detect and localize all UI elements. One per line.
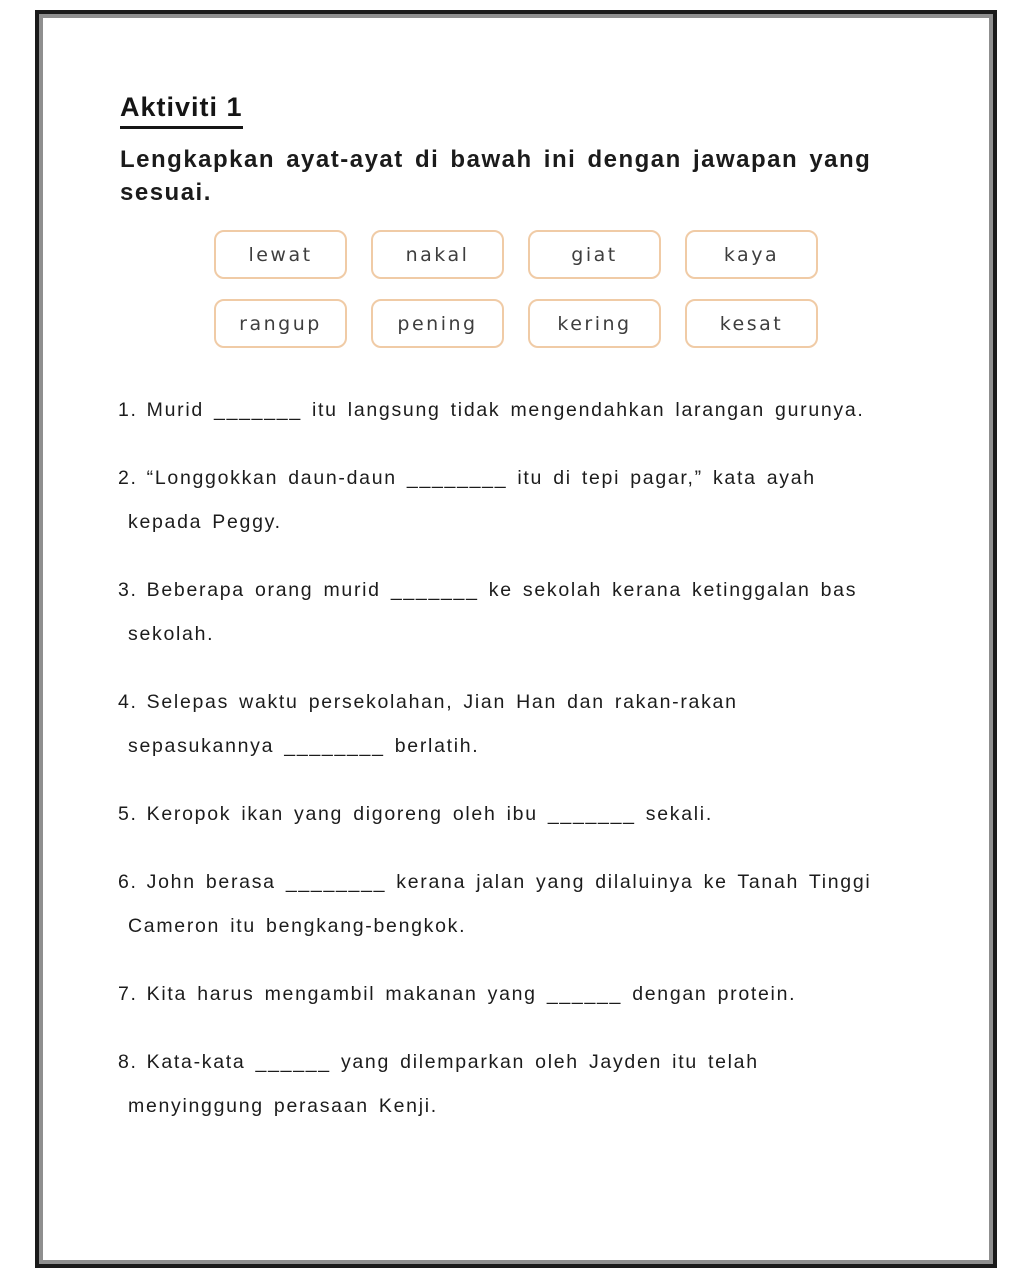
question-list xyxy=(118,388,871,1152)
word-chip-lewat: lewat xyxy=(214,230,347,279)
question-number: 3. xyxy=(118,579,138,601)
question-number: 8. xyxy=(118,1051,138,1073)
question-item-7 xyxy=(118,972,871,1016)
question-line xyxy=(118,972,871,1016)
question-line xyxy=(118,680,871,724)
question-item-3 xyxy=(118,568,871,656)
question-number: 6. xyxy=(118,871,138,893)
worksheet-title: Aktiviti 1 xyxy=(120,92,243,129)
question-text: John berasa ________ kerana jalan yang dilaluinya ke Tanah Tinggi xyxy=(146,871,872,893)
question-line: menyinggung perasaan Kenji. xyxy=(128,1095,438,1117)
instruction-text xyxy=(120,143,871,209)
question-number: 5. xyxy=(118,803,138,825)
question-line: sekolah. xyxy=(128,623,215,645)
word-chip-rangup: rangup xyxy=(214,299,347,348)
question-line xyxy=(118,568,871,612)
question-text: Murid _______ itu langsung tidak mengendahkan larangan gurunya. xyxy=(146,399,865,421)
instruction-line-2: sesuai. xyxy=(120,179,212,206)
page-frame xyxy=(35,10,997,1268)
question-item-4 xyxy=(118,680,871,768)
question-line xyxy=(118,456,871,500)
question-line xyxy=(118,860,871,904)
word-chip-kaya: kaya xyxy=(685,230,818,279)
question-number: 1. xyxy=(118,399,138,421)
question-number: 4. xyxy=(118,691,138,713)
question-text: Beberapa orang murid _______ ke sekolah kerana ketinggalan bas xyxy=(146,579,858,601)
word-bank xyxy=(214,230,818,348)
question-text: Selepas waktu persekolahan, Jian Han dan rakan-rakan xyxy=(146,691,738,713)
question-number: 7. xyxy=(118,983,138,1005)
question-line: sepasukannya ________ berlatih. xyxy=(128,735,480,757)
word-chip-kering: kering xyxy=(528,299,661,348)
question-number: 2. xyxy=(118,467,138,489)
question-item-6 xyxy=(118,860,871,948)
question-text: Kita harus mengambil makanan yang ______ dengan protein. xyxy=(146,983,797,1005)
question-line: Cameron itu bengkang-bengkok. xyxy=(128,915,467,937)
question-item-8 xyxy=(118,1040,871,1128)
question-line xyxy=(118,792,871,836)
question-item-5 xyxy=(118,792,871,836)
question-text: “Longgokkan daun-daun ________ itu di tepi pagar,” kata ayah xyxy=(146,467,816,489)
question-text: Keropok ikan yang digoreng oleh ibu _______ sekali. xyxy=(146,803,713,825)
worksheet-content xyxy=(39,14,993,1264)
question-line xyxy=(118,388,871,432)
word-chip-giat: giat xyxy=(528,230,661,279)
question-item-2 xyxy=(118,456,871,544)
question-line: kepada Peggy. xyxy=(128,511,282,533)
question-item-1 xyxy=(118,388,871,432)
instruction-line-1: Lengkapkan ayat-ayat di bawah ini dengan jawapan yang xyxy=(120,146,872,173)
word-chip-nakal: nakal xyxy=(371,230,504,279)
question-line xyxy=(118,1040,871,1084)
word-chip-kesat: kesat xyxy=(685,299,818,348)
question-text: Kata-kata ______ yang dilemparkan oleh Jayden itu telah xyxy=(146,1051,759,1073)
word-chip-pening: pening xyxy=(371,299,504,348)
